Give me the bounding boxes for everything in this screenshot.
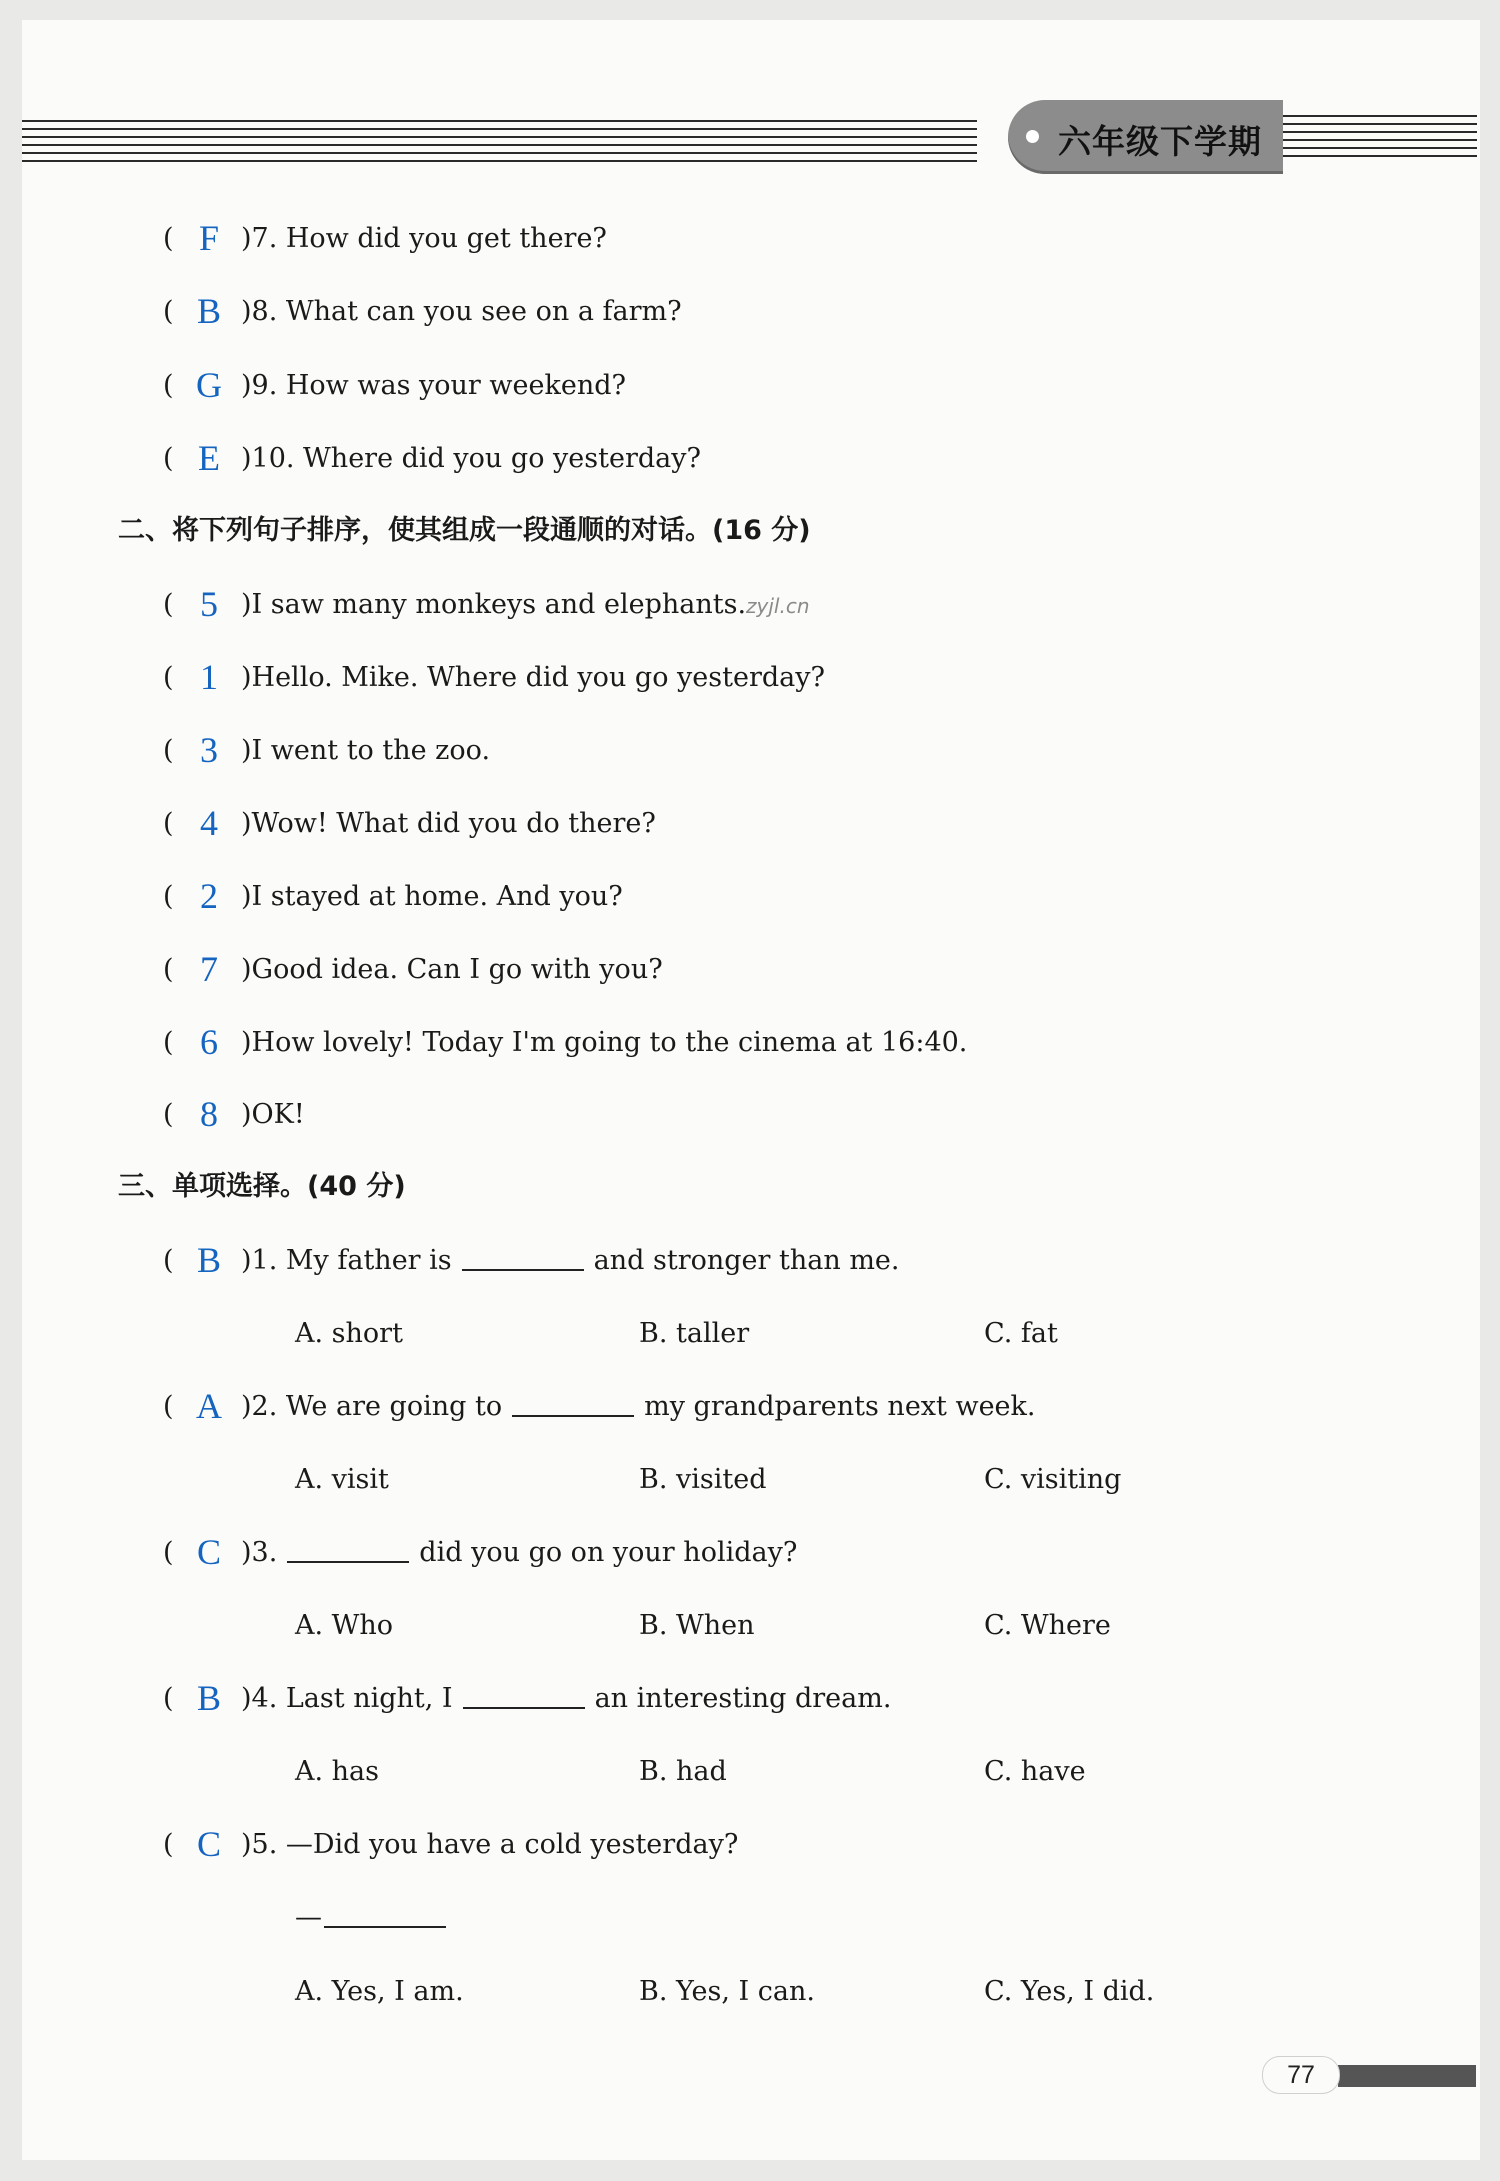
matching-item: ( E )10. Where did you go yesterday? [163, 438, 701, 478]
option-a: A. Who [295, 1610, 394, 1641]
reply-dash: — [295, 1902, 322, 1933]
item-text: )Good idea. Can I go with you? [241, 954, 663, 985]
answer-blank [463, 1685, 585, 1709]
option-c: C. fat [984, 1318, 1058, 1349]
answer-mark: E [198, 438, 220, 478]
option-a: A. visit [295, 1464, 389, 1495]
answer-mark: 1 [200, 657, 218, 697]
answer-blank [324, 1904, 446, 1928]
question-text: )5. —Did you have a cold yesterday? [241, 1829, 739, 1860]
option-b: B. Yes, I can. [639, 1976, 815, 2007]
ordering-item: ( 6 )How lovely! Today I'm going to the cinema at 16:40. [163, 1022, 968, 1062]
option-b: B. had [639, 1756, 727, 1787]
answer-mark: B [196, 1240, 221, 1280]
option-a: A. has [295, 1756, 380, 1787]
answer-mark: B [196, 291, 221, 331]
choice-question: ( B )4. Last night, I an interesting dream. [163, 1678, 892, 1718]
answer-mark: C [196, 1824, 221, 1864]
question-text: )3. [241, 1537, 278, 1568]
option-b: B. visited [639, 1464, 767, 1495]
watermark: zyjl.cn [746, 594, 810, 618]
answer-blank [512, 1393, 634, 1417]
page-number: 77 [1262, 2056, 1340, 2094]
question-text-after: an interesting dream. [594, 1683, 892, 1714]
item-text: )Hello. Mike. Where did you go yesterday? [241, 662, 825, 693]
ordering-item: ( 3 )I went to the zoo. [163, 730, 491, 770]
choice-question: ( A )2. We are going to my grandparents next week. [163, 1386, 1036, 1426]
option-c: C. have [984, 1756, 1086, 1787]
question-text-after: did you go on your holiday? [419, 1537, 798, 1568]
choice-question: ( C )5. —Did you have a cold yesterday? [163, 1824, 739, 1864]
footer-bar [1338, 2065, 1476, 2087]
question-text: )1. My father is [241, 1245, 452, 1276]
item-text: )10. Where did you go yesterday? [241, 443, 701, 474]
bullet-dot-icon [1026, 130, 1039, 143]
item-text: )9. How was your weekend? [241, 370, 626, 401]
answer-mark: A [196, 1386, 222, 1426]
question-text-after: my grandparents next week. [644, 1391, 1036, 1422]
item-text: )Wow! What did you do there? [241, 808, 656, 839]
ordering-item: ( 2 )I stayed at home. And you? [163, 876, 623, 916]
option-a: A. short [295, 1318, 403, 1349]
item-text: )I saw many monkeys and elephants. [241, 589, 747, 620]
choice-question: ( B )1. My father is and stronger than me. [163, 1240, 900, 1280]
answer-blank [287, 1539, 409, 1563]
matching-item: ( G )9. How was your weekend? [163, 365, 626, 405]
answer-mark: 8 [200, 1094, 218, 1134]
question-text: )4. Last night, I [241, 1683, 453, 1714]
answer-mark: 3 [200, 730, 218, 770]
ordering-item: ( 7 )Good idea. Can I go with you? [163, 949, 663, 989]
matching-item: ( B )8. What can you see on a farm? [163, 291, 682, 331]
answer-mark: G [196, 365, 222, 405]
option-c: C. visiting [984, 1464, 1122, 1495]
answer-mark: F [198, 218, 220, 258]
option-a: A. Yes, I am. [295, 1976, 464, 2007]
question-text: )2. We are going to [241, 1391, 503, 1422]
question-text-after: and stronger than me. [593, 1245, 900, 1276]
option-c: C. Where [984, 1610, 1111, 1641]
answer-mark: 4 [200, 803, 218, 843]
option-c: C. Yes, I did. [984, 1976, 1155, 2007]
answer-blank [462, 1247, 584, 1271]
header-rules-left [22, 118, 977, 164]
header-rules-right [1282, 113, 1477, 159]
item-text: )I stayed at home. And you? [241, 881, 623, 912]
section-2-title: 二、将下列句子排序，使其组成一段通顺的对话。(16 分) [118, 515, 811, 546]
option-b: B. taller [639, 1318, 750, 1349]
answer-mark: 5 [200, 584, 218, 624]
option-b: B. When [639, 1610, 755, 1641]
ordering-item: ( 5 )I saw many monkeys and elephants.zyjl.cn [163, 584, 810, 624]
grade-label: 六年级下学期 [1058, 122, 1262, 161]
choice-question: ( C )3. did you go on your holiday? [163, 1532, 798, 1572]
reply-line [295, 1898, 456, 1938]
section-3-title: 三、单项选择。(40 分) [118, 1171, 406, 1202]
matching-item: ( F )7. How did you get there? [163, 218, 607, 258]
answer-mark: 6 [200, 1022, 218, 1062]
item-text: )OK! [241, 1099, 305, 1130]
answer-mark: 2 [200, 876, 218, 916]
ordering-item: ( 4 )Wow! What did you do there? [163, 803, 656, 843]
item-text: )How lovely! Today I'm going to the cinema at 16:40. [241, 1027, 968, 1058]
item-text: )7. How did you get there? [241, 223, 607, 254]
answer-mark: 7 [200, 949, 218, 989]
grade-tab [1008, 100, 1283, 174]
ordering-item: ( 1 )Hello. Mike. Where did you go yesterday? [163, 657, 825, 697]
answer-mark: C [196, 1532, 221, 1572]
item-text: )8. What can you see on a farm? [241, 296, 682, 327]
ordering-item: ( 8 )OK! [163, 1094, 305, 1134]
item-text: )I went to the zoo. [241, 735, 491, 766]
answer-mark: B [196, 1678, 221, 1718]
